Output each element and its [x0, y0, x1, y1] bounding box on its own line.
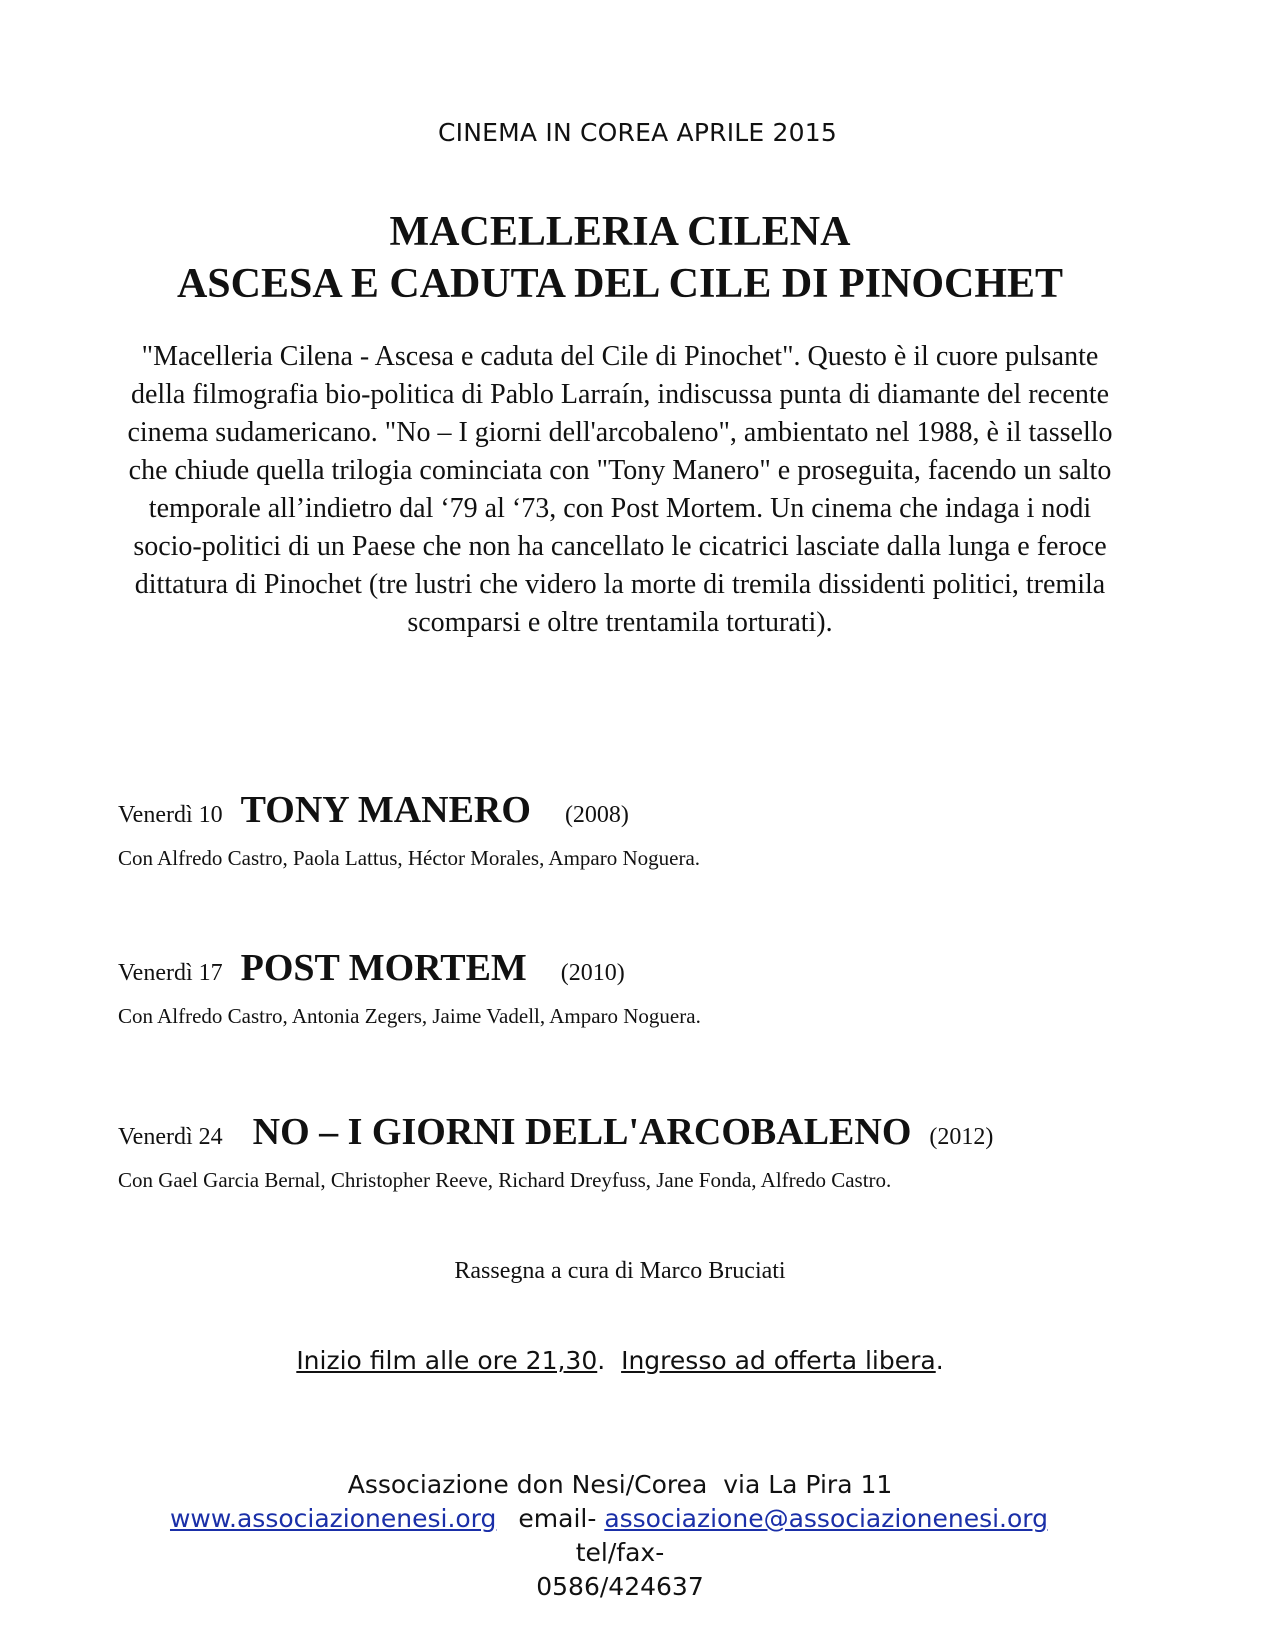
- title-line-2: ASCESA E CADUTA DEL CILE DI PINOCHET: [176, 261, 1064, 307]
- phone-number: 0586/424637: [536, 1572, 704, 1601]
- screening-info: [0, 1346, 1240, 1375]
- film-day: Venerdì 24: [118, 1124, 223, 1150]
- film-cast: Con Gael Garcia Bernal, Christopher Reeve, Richard Dreyfuss, Jane Fonda, Alfredo Castro.: [118, 1168, 892, 1192]
- association-address: Associazione don Nesi/Corea via La Pira 11: [347, 1470, 893, 1499]
- tel-label: tel/fax-: [575, 1538, 665, 1567]
- film-year: (2008): [564, 802, 629, 828]
- film-title: NO – I GIORNI DELL'ARCOBALENO: [252, 1111, 912, 1153]
- film-cast: Con Alfredo Castro, Paola Lattus, Héctor Morales, Amparo Noguera.: [118, 846, 701, 870]
- film-year: (2010): [560, 960, 625, 986]
- title-line-1: MACELLERIA CILENA: [389, 209, 851, 255]
- film-entry-tony-manero: [118, 788, 700, 871]
- event-header: CINEMA IN COREA APRILE 2015: [438, 118, 837, 147]
- film-cast: Con Alfredo Castro, Antonia Zegers, Jaime Vadell, Amparo Noguera.: [118, 1004, 701, 1028]
- film-title: TONY MANERO: [240, 789, 531, 831]
- intro-paragraph: "Macelleria Cilena - Ascesa e caduta del Cile di Pinochet". Questo è il cuore pulsante della filmografia bio-politica di Pablo Larraín, indiscussa punta di diamante del recente cinema sudamericano. "No – I giorni dell'arcobaleno", ambientato nel 1988, è il tassello che chiude quella trilogia cominciata con "Tony Manero" e proseguita, facendo un salto temporale all’indietro dal ‘79 al ‘73, con Post Mortem. Un cinema che indaga i nodi socio-politici di un Paese che non ha cancellato le cicatrici lasciate dalla lunga e feroce dittatura di Pinochet (tre lustri che videro la morte di tremila dissidenti politici, tremila scomparsi e oltre trentamila torturati).: [127, 341, 1113, 638]
- film-day: Venerdì 10: [118, 802, 223, 828]
- separator: .: [597, 1346, 622, 1375]
- start-time-text: Inizio film alle ore 21,30: [296, 1346, 598, 1375]
- contact-line: [150, 1502, 1090, 1570]
- contact-footer: [150, 1468, 1090, 1604]
- film-title: POST MORTEM: [240, 947, 527, 989]
- film-entry-no: [118, 1110, 993, 1193]
- curator-note: Rassegna a cura di Marco Bruciati: [454, 1258, 786, 1284]
- website-link[interactable]: www.associazionenesi.org: [169, 1504, 497, 1533]
- film-entry-post-mortem: [118, 946, 701, 1029]
- email-link[interactable]: associazione@associazionenesi.org: [604, 1504, 1048, 1533]
- email-label: email-: [518, 1504, 597, 1533]
- film-year: (2012): [929, 1124, 994, 1150]
- film-day: Venerdì 17: [118, 960, 223, 986]
- program-title: [0, 206, 1240, 310]
- entry-fee-text: Ingresso ad offerta libera: [621, 1346, 936, 1375]
- end-period: .: [935, 1346, 944, 1375]
